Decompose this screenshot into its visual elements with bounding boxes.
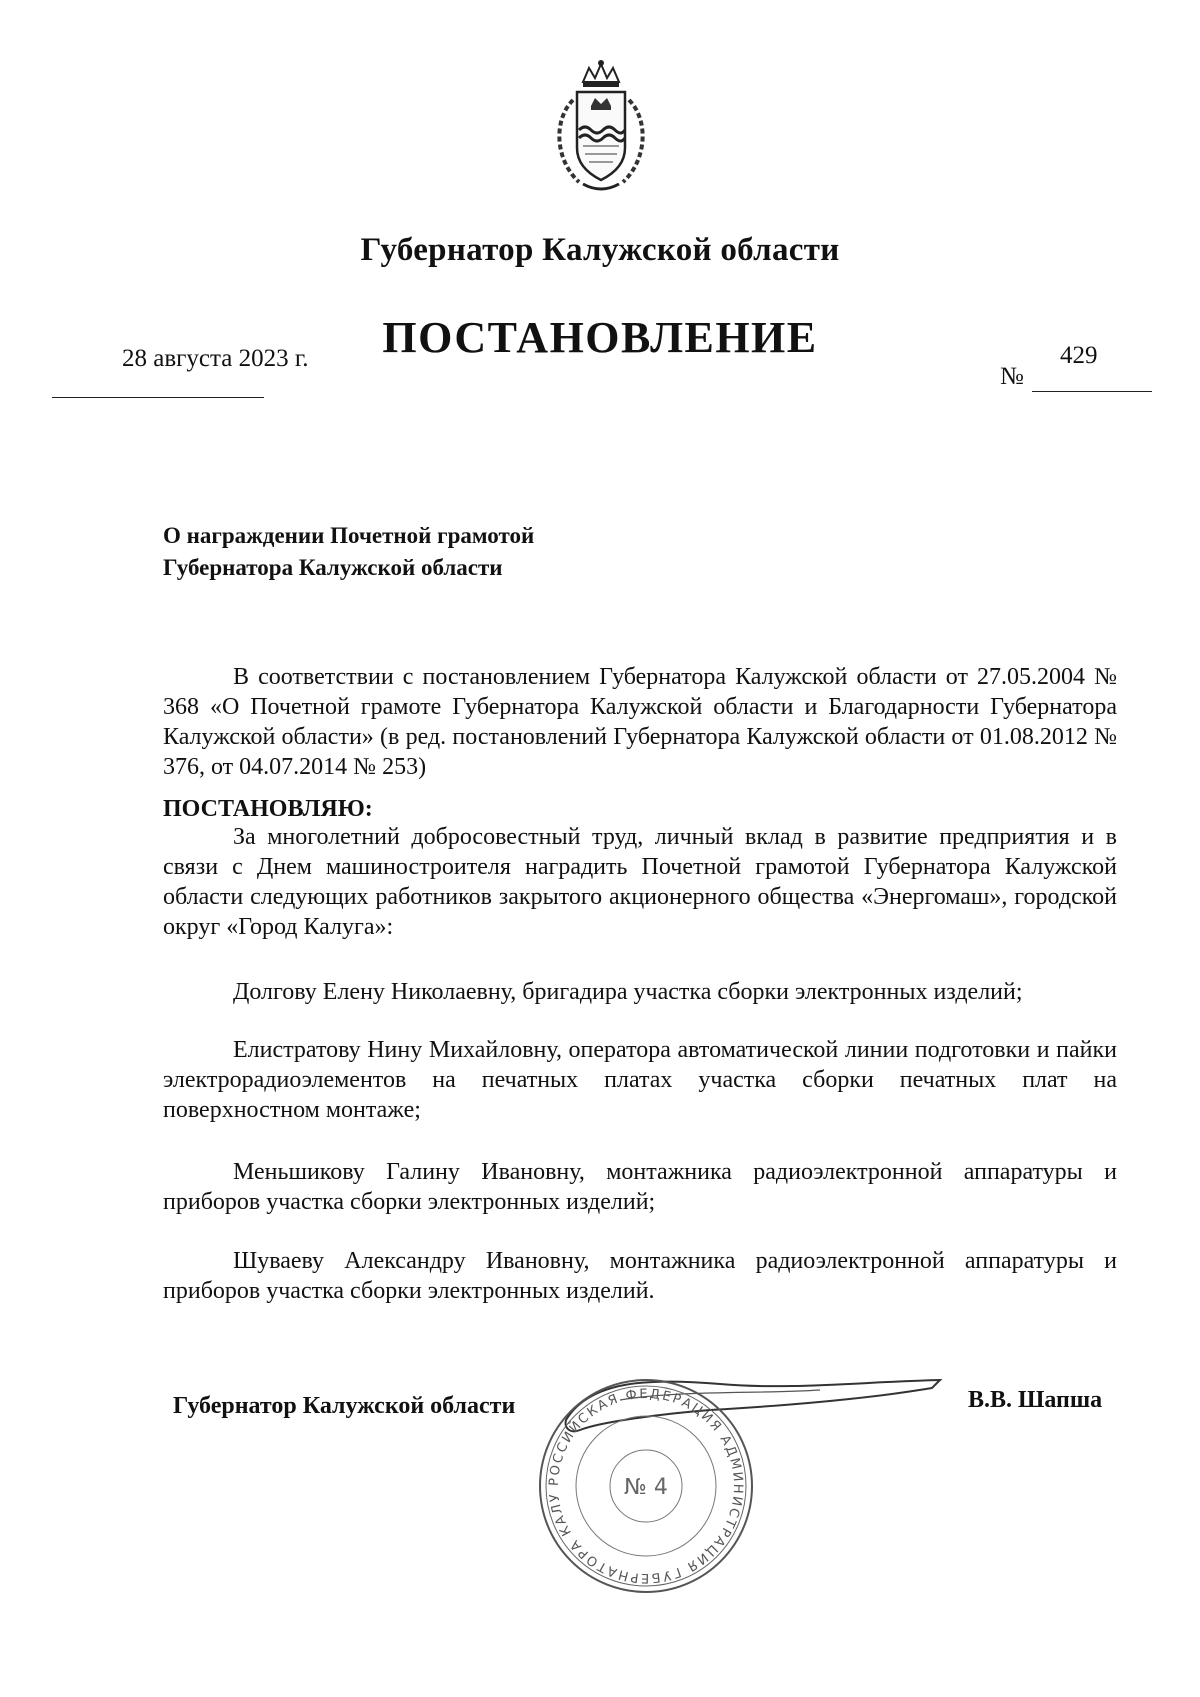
signatory-name: В.В. Шапша <box>968 1387 1103 1413</box>
svg-text:№ 4: № 4 <box>624 1475 668 1500</box>
decree-keyword: ПОСТАНОВЛЯЮ: <box>163 796 373 822</box>
signatory-title: Губернатор Калужской области <box>173 1393 516 1419</box>
document-date: 28 августа 2023 г. <box>122 345 309 372</box>
awardee-item: Елистратову Нину Михайловну, оператора автоматической линии подготовки и пайки электрорадиоэлементов на печатных платах участка сборки печатных плат на поверхностном монтаже; <box>163 1037 1117 1123</box>
document-subject <box>163 520 534 584</box>
svg-text:РОССИЙСКАЯ ФЕДЕРАЦИЯ АДМИНИСТР: РОССИЙСКАЯ ФЕДЕРАЦИЯ АДМИНИСТРАЦИЯ ГУБЕРНАТОРА КАЛУ <box>546 1386 746 1586</box>
date-underline <box>52 397 264 398</box>
kaluga-coat-of-arms-icon <box>543 60 659 198</box>
awardee-item: Меньшикову Галину Ивановну, монтажника радиоэлектронной аппаратуры и приборов участка сборки электронных изделий; <box>163 1159 1117 1215</box>
subject-line-1: О награждении Почетной грамотой <box>163 523 535 548</box>
preamble-paragraph: В соответствии с постановлением Губернатора Калужской области от 27.05.2004 № 368 «О Почетной грамоте Губернатора Калужской области и Благодарности Губернатора Калужской области» (в ред. постановлений Губернатора Калужской области от 01.08.2012 № 376, от 04.07.2014 № 253) <box>163 664 1117 780</box>
awardee-item: Шуваеву Александру Ивановну, монтажника радиоэлектронной аппаратуры и приборов участка сборки электронных изделий. <box>163 1248 1117 1304</box>
document-number: 429 <box>1060 342 1098 369</box>
resolution-paragraph: За многолетний добросовестный труд, личный вклад в развитие предприятия и в связи с Днем машиностроителя наградить Почетной грамотой Губернатора Калужской области следующих работников закрытого акционерного общества «Энергомаш», городской округ «Город Калуга»: <box>163 824 1117 940</box>
number-underline <box>1032 391 1152 392</box>
official-seal-icon <box>536 1376 756 1596</box>
issuing-authority: Губернатор Калужской области <box>360 232 840 268</box>
awardee-item: Долгову Елену Николаевну, бригадира участка сборки электронных изделий; <box>233 979 1023 1005</box>
subject-line-2: Губернатора Калужской области <box>163 555 503 580</box>
document-number-label: № <box>1000 363 1024 390</box>
document-type: ПОСТАНОВЛЕНИЕ <box>382 313 818 362</box>
